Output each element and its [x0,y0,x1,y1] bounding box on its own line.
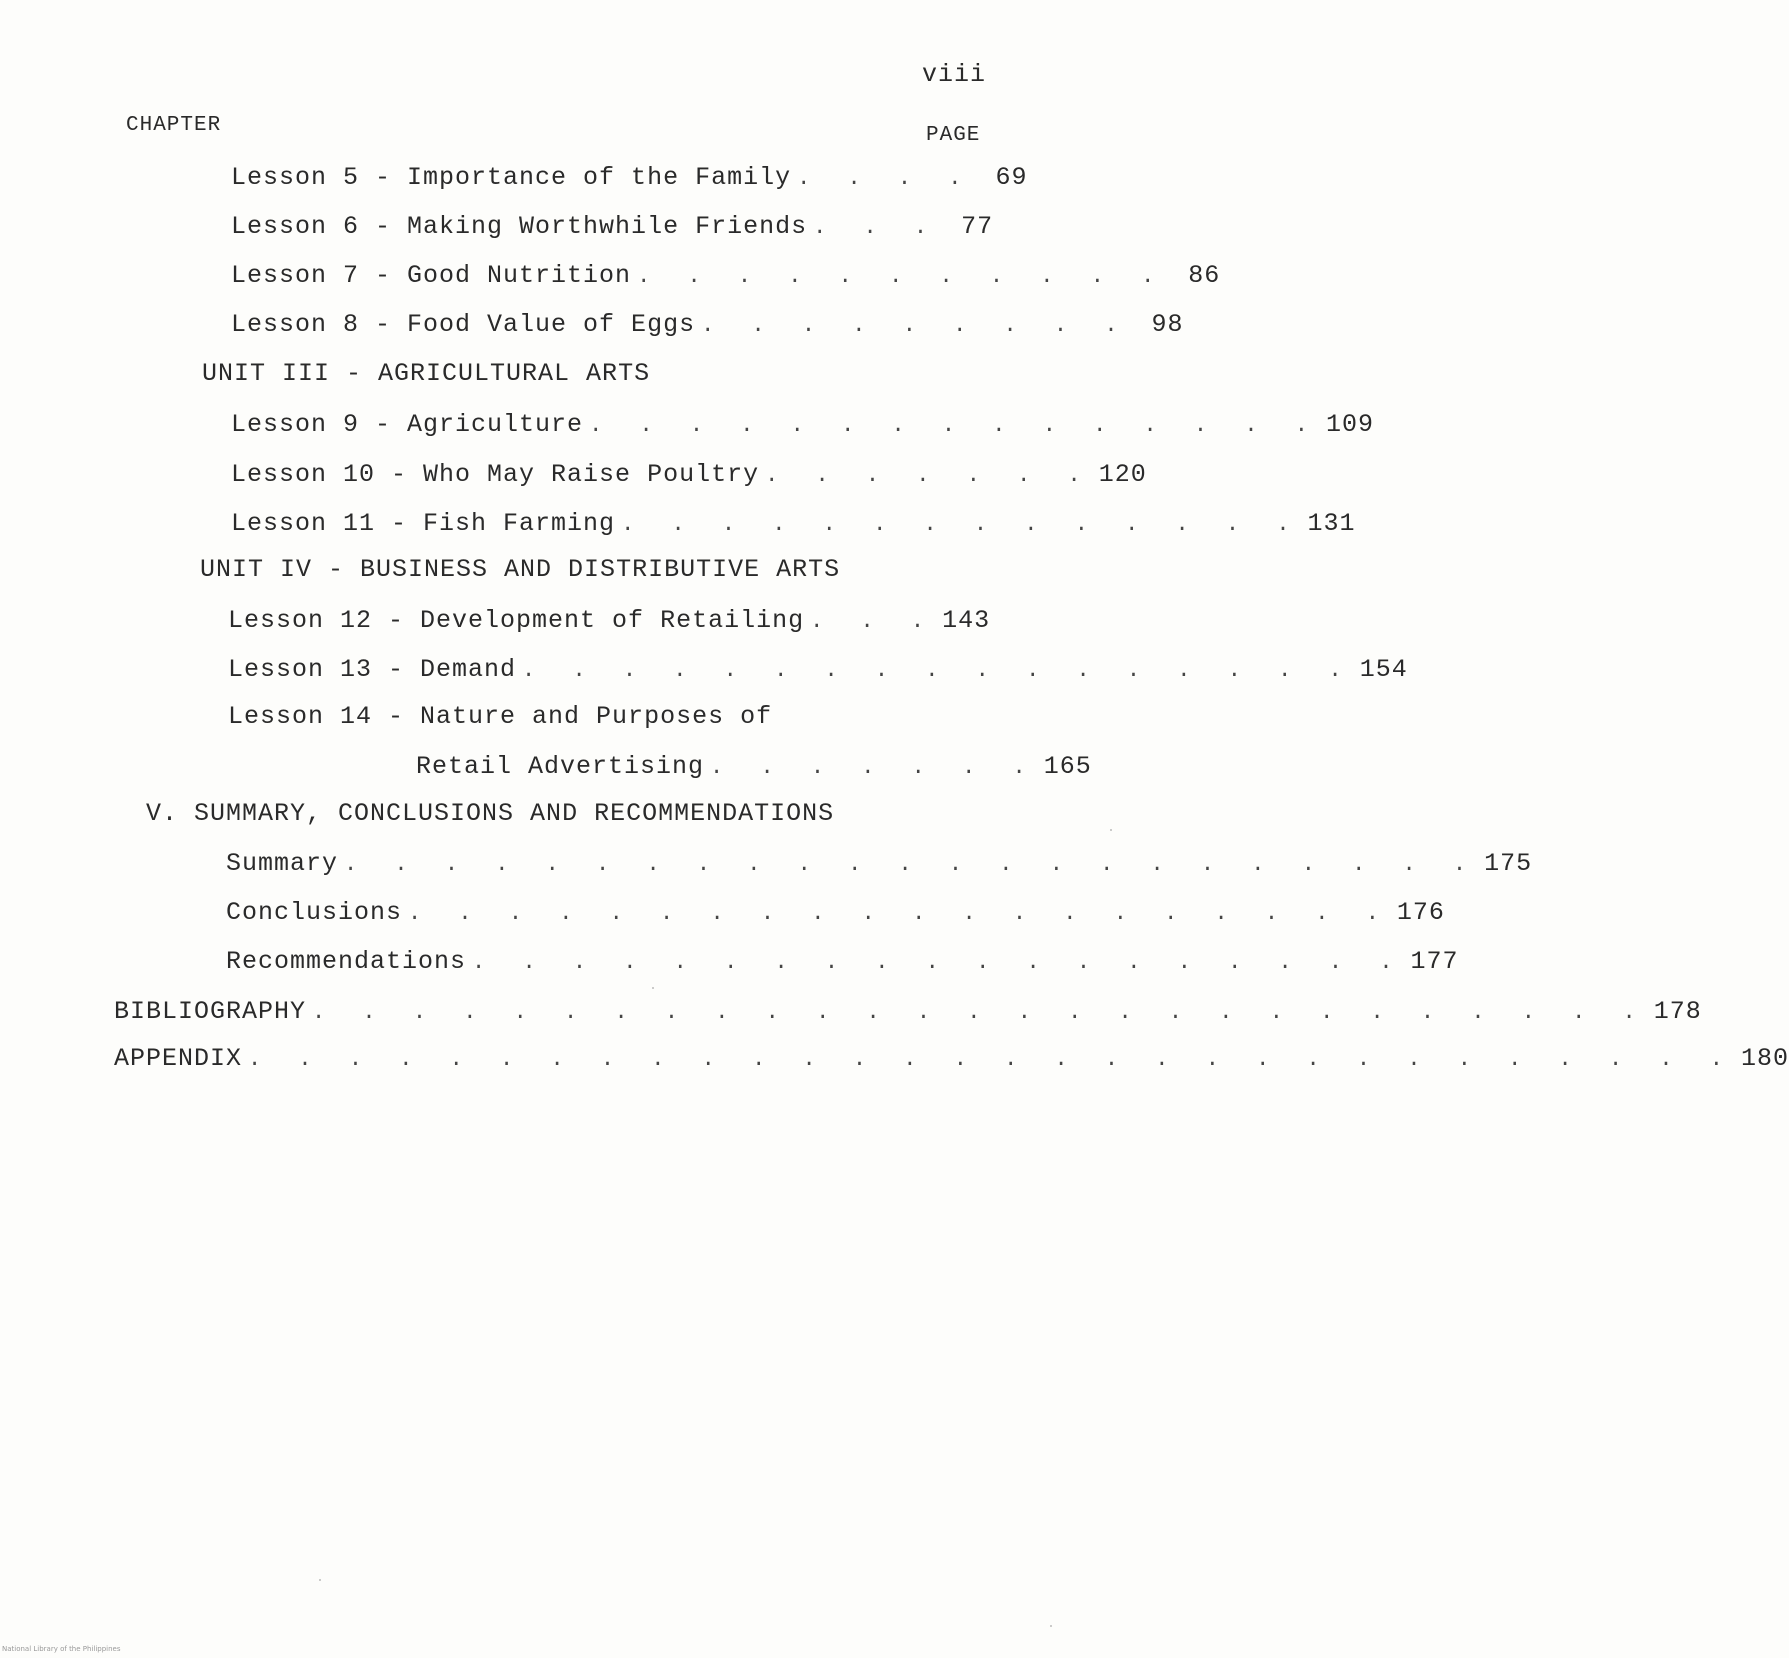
toc-leader-dots: . . . . . . . . . . . . . . [621,512,1302,537]
toc-entry-page: 131 [1307,509,1356,538]
toc-entry-page: 154 [1359,655,1408,684]
toc-leader-dots: . . . . . . . . . . . . . . . . . . . . . . . [344,852,1479,877]
toc-leader-dots: . . . . . . . [765,463,1093,488]
toc-leader-dots: . . . . . . . . . . . . . . . . . . . . [408,901,1391,926]
toc-unit-label: UNIT IV - BUSINESS AND DISTRIBUTIVE ARTS [200,555,841,584]
toc-leader-dots: . . . [810,609,937,634]
toc-entry-label: Lesson 9 - Agriculture [231,410,584,439]
toc-entry-lesson-12 [228,601,991,635]
toc-entry-label: Lesson 5 - Importance of the Family [231,163,792,192]
toc-leader-dots: . . . . [797,166,974,191]
toc-entry-page: 109 [1325,410,1374,439]
toc-entry-page: 77 [961,212,994,241]
toc-leader-dots: . . . . . . . . . . . . . . . . . . . . . . . . . . . . . . [248,1047,1735,1072]
page-header: PAGE [926,124,981,147]
toc-entry-page: 180 [1740,1044,1789,1073]
toc-entry-label: Lesson 12 - Development of Retailing [228,606,805,635]
toc-entry-lesson-14 [228,697,983,731]
toc-unit-iii [202,354,983,388]
scan-footer-text: National Library of the Philippines [2,1645,121,1653]
toc-entry-page: 175 [1484,849,1533,878]
toc-leader-dots: . . . . . . . . . . . . . . . . . . . [472,950,1405,975]
toc-entry-lesson-5 [231,158,1028,192]
toc-leader-dots: . . . . . . . . . . . . . . . . . . . . . . . . . . . [312,1000,1648,1025]
toc-leader-dots: . . . . . . . . . . . [637,264,1167,289]
toc-chapter-v [146,794,983,828]
toc-entry-label: Lesson 8 - Food Value of Eggs [231,310,696,339]
toc-unit-iv [200,550,983,584]
toc-entry-label: Lesson 14 - Nature and Purposes of [228,702,773,731]
toc-entry-lesson-7 [231,256,1221,290]
toc-entry-lesson-13 [228,650,1408,684]
toc-leader-dots: . . . [813,215,940,240]
toc-entry-page: 177 [1410,947,1459,976]
toc-chapter-label: V. SUMMARY, CONCLUSIONS AND RECOMMENDATIONS [146,799,835,828]
toc-entry-page: 120 [1098,460,1147,489]
scan-speck [1110,829,1112,831]
toc-entry-conclusions [226,893,1445,927]
toc-entry-label: Conclusions [226,898,403,927]
toc-entry-lesson-10 [231,455,1147,489]
toc-entry-lesson-14-cont [416,747,1092,781]
toc-entry-label: Lesson 10 - Who May Raise Poultry [231,460,760,489]
toc-leader-dots: . . . . . . . . . [701,313,1130,338]
toc-entry-page: 86 [1188,261,1221,290]
toc-entry-label: Summary [226,849,339,878]
toc-entry-bibliography [114,992,1702,1026]
toc-entry-lesson-8 [231,305,1184,339]
toc-entry-lesson-9 [231,405,1374,439]
scan-speck [1050,1625,1052,1627]
toc-entry-page: 178 [1653,997,1702,1026]
toc-entry-page: 143 [942,606,991,635]
toc-entry-label: Lesson 11 - Fish Farming [231,509,616,538]
toc-entry-label: Lesson 13 - Demand [228,655,517,684]
toc-entry-recommendations [226,942,1459,976]
toc-leader-dots: . . . . . . . . . . . . . . . [589,413,1320,438]
toc-entry-summary [226,844,1533,878]
toc-entry-label: Lesson 7 - Good Nutrition [231,261,632,290]
page-number: viii [922,60,987,89]
toc-entry-page: 176 [1396,898,1445,927]
toc-entry-lesson-6 [231,207,994,241]
toc-entry-page: 165 [1043,752,1092,781]
chapter-header: CHAPTER [126,114,222,137]
toc-entry-label: APPENDIX [114,1044,243,1073]
toc-entry-page: 69 [995,163,1028,192]
toc-leader-dots: . . . . . . . [710,755,1038,780]
toc-entry-appendix [114,1039,1789,1073]
toc-entry-label: BIBLIOGRAPHY [114,997,307,1026]
toc-leader-dots: . . . . . . . . . . . . . . . . . [522,658,1354,683]
scan-speck [652,987,654,989]
toc-entry-lesson-11 [231,504,1356,538]
toc-entry-label: Lesson 6 - Making Worthwhile Friends [231,212,808,241]
scan-speck [319,1579,321,1581]
toc-entry-page: 98 [1151,310,1184,339]
toc-entry-label: Retail Advertising [416,752,705,781]
toc-unit-label: UNIT III - AGRICULTURAL ARTS [202,359,651,388]
toc-entry-label: Recommendations [226,947,467,976]
